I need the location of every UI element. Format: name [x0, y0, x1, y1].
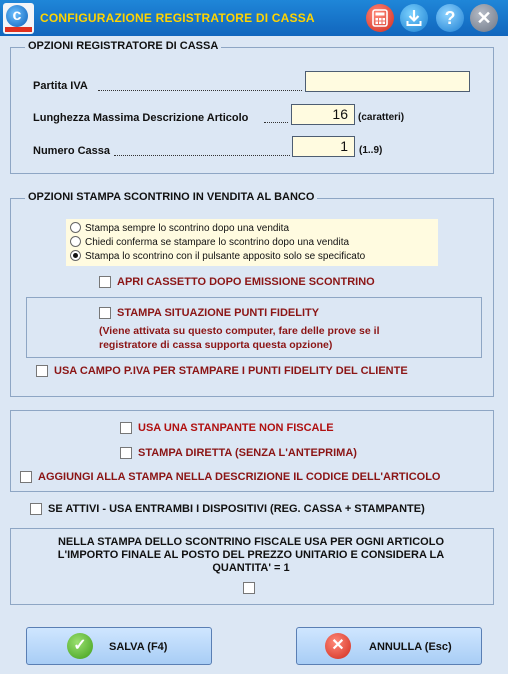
- apri-cassetto-label: APRI CASSETTO DOPO EMISSIONE SCONTRINO: [117, 276, 375, 288]
- lunghezza-field[interactable]: 16: [291, 104, 355, 125]
- radio-label: Stampa lo scontrino con il pulsante apposito solo se specificato: [85, 251, 366, 262]
- help-button[interactable]: ?: [436, 4, 464, 32]
- importo-line2: L'IMPORTO FINALE AL POSTO DEL PREZZO UNITARIO E CONSIDERA LA: [57, 549, 445, 561]
- usa-piva-label: USA CAMPO P.IVA PER STAMPARE I PUNTI FIDELITY DEL CLIENTE: [54, 365, 408, 377]
- stampa-diretta-label: STAMPA DIRETTA (SENZA L'ANTEPRIMA): [138, 447, 357, 459]
- radio-option-stampa-sempre[interactable]: [70, 222, 289, 234]
- lunghezza-unit: (caratteri): [358, 112, 405, 123]
- importo-finale-checkbox[interactable]: [243, 582, 255, 594]
- calculator-icon[interactable]: [366, 4, 394, 32]
- logo-letter: c: [6, 5, 28, 27]
- radio-button-selected[interactable]: [70, 250, 81, 261]
- importo-line3: QUANTITA' = 1: [212, 562, 290, 574]
- close-button[interactable]: ✕: [470, 4, 498, 32]
- aggiungi-codice-label: AGGIUNGI ALLA STAMPA NELLA DESCRIZIONE IL CODICE DELL'ARTICOLO: [38, 471, 441, 483]
- numero-cassa-field[interactable]: 1: [292, 136, 355, 157]
- stampa-diretta-checkbox[interactable]: [120, 447, 132, 459]
- legend-opzioni-registratore: OPZIONI REGISTRATORE DI CASSA: [25, 40, 221, 52]
- logo-bar: [5, 27, 32, 32]
- stampa-fidelity-label: STAMPA SITUAZIONE PUNTI FIDELITY: [117, 307, 320, 319]
- entrambi-checkbox[interactable]: [30, 503, 42, 515]
- non-fiscale-checkbox[interactable]: [120, 422, 132, 434]
- radio-button[interactable]: [70, 222, 81, 233]
- window-title: CONFIGURAZIONE REGISTRATORE DI CASSA: [40, 11, 315, 25]
- radio-button[interactable]: [70, 236, 81, 247]
- non-fiscale-label: USA UNA STANPANTE NON FISCALE: [138, 422, 334, 434]
- salva-label: SALVA (F4): [109, 641, 168, 653]
- legend-opzioni-stampa: OPZIONI STAMPA SCONTRINO IN VENDITA AL BANCO: [25, 191, 317, 203]
- app-logo: [3, 3, 34, 34]
- partita-iva-label: Partita IVA: [33, 80, 88, 92]
- numero-cassa-label: Numero Cassa: [33, 145, 111, 157]
- download-icon[interactable]: [400, 4, 428, 32]
- usa-piva-checkbox[interactable]: [36, 365, 48, 377]
- numero-cassa-range: (1..9): [359, 145, 383, 156]
- partita-iva-leader: [98, 90, 302, 91]
- check-icon: ✓: [67, 633, 93, 659]
- lunghezza-label: Lunghezza Massima Descrizione Articolo: [33, 112, 249, 124]
- aggiungi-codice-checkbox[interactable]: [20, 471, 32, 483]
- stampa-radio-group: [66, 219, 438, 266]
- cancel-icon: ✕: [325, 633, 351, 659]
- fidelity-note-line1: (Viene attivata su questo computer, fare delle prove se il: [99, 325, 380, 337]
- salva-button[interactable]: [26, 627, 212, 665]
- fidelity-note-line2: registratore di cassa supporta questa opzione): [99, 339, 333, 351]
- radio-label: Chiedi conferma se stampare lo scontrino dopo una vendita: [85, 237, 350, 248]
- lunghezza-leader: [264, 122, 288, 123]
- radio-option-pulsante-apposito[interactable]: [70, 250, 365, 262]
- title-bar: [0, 0, 508, 36]
- apri-cassetto-checkbox[interactable]: [99, 276, 111, 288]
- radio-label: Stampa sempre lo scontrino dopo una vendita: [85, 223, 290, 234]
- stampa-fidelity-checkbox[interactable]: [99, 307, 111, 319]
- numero-cassa-leader: [114, 155, 290, 156]
- annulla-button[interactable]: [296, 627, 482, 665]
- partita-iva-field[interactable]: [305, 71, 470, 92]
- entrambi-label: SE ATTIVI - USA ENTRAMBI I DISPOSITIVI (REG. CASSA + STAMPANTE): [48, 503, 425, 515]
- importo-line1: NELLA STAMPA DELLO SCONTRINO FISCALE USA PER OGNI ARTICOLO: [57, 536, 444, 548]
- annulla-label: ANNULLA (Esc): [369, 641, 452, 653]
- radio-option-chiedi-conferma[interactable]: [70, 236, 349, 248]
